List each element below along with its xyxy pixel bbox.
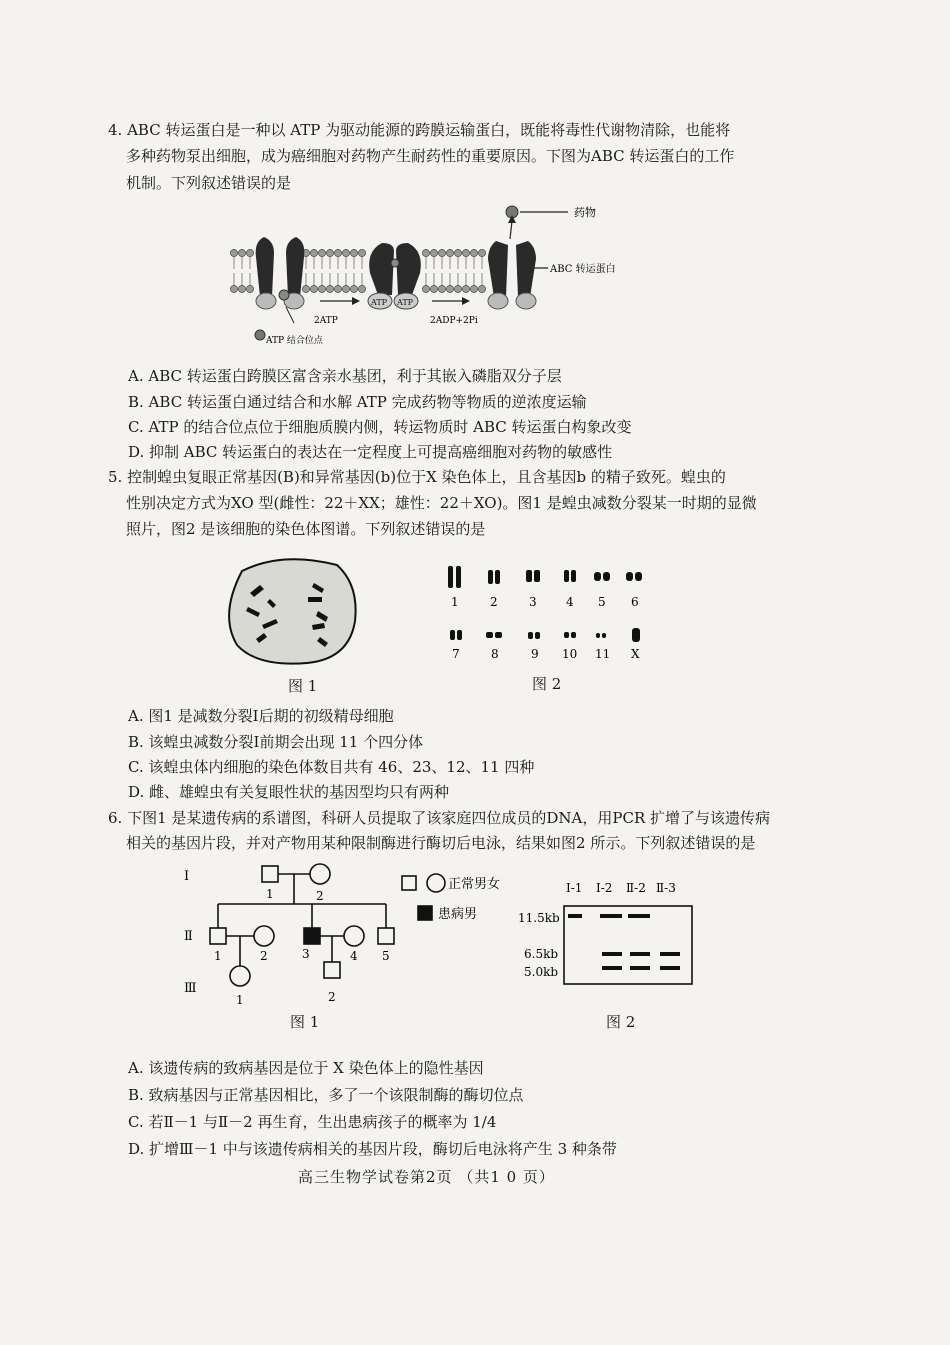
phospholipid-head [342, 249, 349, 256]
electrophoresis-gel [518, 880, 698, 988]
q6-fig1-caption: 图 1 [290, 1013, 320, 1031]
transporter-state-2 [368, 243, 421, 309]
q5-stem-line-1: 5. 控制蝗虫复眼正常基因(B)和异常基因(b)位于X 染色体上，且含基因b 的精子致死。蝗虫的 [108, 468, 726, 486]
phospholipid-head [246, 285, 253, 292]
id-ii-2: 2 [260, 949, 268, 963]
phospholipid-head [310, 249, 317, 256]
label-2atp: 2ATP [314, 316, 338, 326]
karyo-label-11: 11 [595, 647, 611, 661]
transporter-state-1 [256, 237, 305, 309]
phospholipid-head [422, 285, 429, 292]
phospholipid-head [238, 285, 245, 292]
size-label-6-5: 6.5kb [524, 947, 559, 961]
id-i-1: 1 [266, 887, 274, 901]
q6-stem-line-1: 6. 下图1 是某遗传病的系谱图，科研人员提取了该家庭四位成员的DNA，用PCR 扩增了与该遗传病 [108, 809, 771, 827]
phospholipid-head [302, 285, 309, 292]
band-i1-11-5 [568, 914, 582, 918]
id-iii-1: 1 [236, 993, 244, 1007]
phospholipid-head [478, 285, 485, 292]
label-2adp: 2ADP+2Pi [430, 316, 478, 326]
phospholipid-head [326, 249, 333, 256]
phospholipid-head [334, 249, 341, 256]
karyo-label-7: 7 [452, 647, 460, 661]
band-ii2-5-0 [630, 966, 650, 970]
phospholipid-head [350, 285, 357, 292]
phospholipid-head [342, 285, 349, 292]
phospholipid-head [238, 249, 245, 256]
q4-option-b: B. ABC 转运蛋白通过结合和水解 ATP 完成药物等物质的逆浓度运输 [128, 393, 587, 411]
q6-option-b: B. 致病基因与正常基因相比，多了一个该限制酶的酶切位点 [128, 1086, 524, 1104]
legend-normal: 正常男女 [448, 877, 501, 892]
q5-option-b: B. 该蝗虫减数分裂Ⅰ前期会出现 11 个四分体 [128, 733, 424, 751]
label-atp-binding-site: ATP 结合位点 [266, 336, 323, 346]
band-ii2-11-5 [628, 914, 650, 918]
gen-label-i: Ⅰ [184, 869, 190, 884]
phospholipid-head [318, 285, 325, 292]
phospholipid-head [446, 249, 453, 256]
atp-label-left: ATP [371, 298, 388, 307]
q4-stem-line-2: 多种药物泵出细胞，成为癌细胞对药物产生耐药性的重要原因。下图为ABC 转运蛋白的工作 [126, 147, 735, 165]
band-ii3-5-0 [660, 966, 680, 970]
label-drug: 药物 [574, 206, 596, 219]
karyo-label-9: 9 [531, 647, 539, 661]
phospholipid-head [470, 249, 477, 256]
phospholipid-head [462, 249, 469, 256]
id-ii-3: 3 [302, 947, 310, 961]
karyotype-figure [436, 562, 656, 662]
phospholipid-head [422, 249, 429, 256]
q5-fig1-caption: 图 1 [288, 677, 318, 695]
band-i2-5-0 [602, 966, 622, 970]
size-label-5-0: 5.0kb [524, 965, 559, 979]
phospholipid-head [230, 285, 237, 292]
phospholipid-head [358, 285, 365, 292]
abc-transporter-figure [230, 195, 660, 350]
phospholipid-head [230, 249, 237, 256]
phospholipid-head [454, 249, 461, 256]
q5-stem-line-2: 性别决定方式为XO 型(雌性：22＋XX；雄性：22＋XO)。图1 是蝗虫减数分裂某一时期的显微 [126, 494, 757, 512]
phospholipid-head [438, 249, 445, 256]
phospholipid-head [310, 285, 317, 292]
transporter-state-3 [488, 241, 536, 309]
karyo-label-6: 6 [631, 595, 639, 609]
q5-option-c: C. 该蝗虫体内细胞的染色体数目共有 46、23、12、11 四种 [128, 758, 535, 776]
phospholipid-head [430, 285, 437, 292]
phospholipid-head [454, 285, 461, 292]
karyo-label-x: X [631, 647, 640, 661]
band-i2-6-5 [602, 952, 622, 956]
phospholipid-head [350, 249, 357, 256]
id-ii-4: 4 [350, 949, 358, 963]
id-iii-2: 2 [328, 990, 336, 1004]
q4-option-c: C. ATP 的结合位点位于细胞质膜内侧，转运物质时 ABC 转运蛋白构象改变 [128, 418, 632, 436]
karyo-label-4: 4 [566, 595, 574, 609]
drug-inside-icon [255, 330, 265, 340]
label-abc-transporter: ABC 转运蛋白 [550, 264, 616, 275]
size-label-11-5: 11.5kb [518, 911, 560, 925]
karyo-label-8: 8 [491, 647, 499, 661]
gen-label-iii: Ⅲ [184, 981, 197, 996]
phospholipid-head [470, 285, 477, 292]
phospholipid-head [246, 249, 253, 256]
meiosis-cell-photo [222, 553, 362, 668]
q5-option-a: A. 图1 是减数分裂Ⅰ后期的初级精母细胞 [128, 707, 394, 725]
q4-stem-line-1: 4. ABC 转运蛋白是一种以 ATP 为驱动能源的跨膜运输蛋白，既能将毒性代谢物清除，也能将 [108, 121, 731, 139]
lane-label-i-2: Ⅰ-2 [596, 881, 613, 895]
q6-stem-line-2: 相关的基因片段，并对产物用某种限制酶进行酶切后电泳，结果如图2 所示。下列叙述错误的是 [126, 834, 756, 852]
phospholipid-head [326, 285, 333, 292]
id-ii-1: 1 [214, 949, 222, 963]
phospholipid-head [446, 285, 453, 292]
lane-label-ii-2: Ⅱ-2 [626, 881, 646, 895]
phospholipid-head [438, 285, 445, 292]
q4-option-d: D. 抑制 ABC 转运蛋白的表达在一定程度上可提高癌细胞对药物的敏感性 [128, 443, 613, 461]
q5-fig2-caption: 图 2 [532, 675, 562, 693]
q4-option-a: A. ABC 转运蛋白跨膜区富含亲水基团，利于其嵌入磷脂双分子层 [128, 367, 562, 385]
q6-option-a: A. 该遗传病的致病基因是位于 X 染色体上的隐性基因 [128, 1059, 484, 1077]
band-ii3-6-5 [660, 952, 680, 956]
q5-stem-line-3: 照片，图2 是该细胞的染色体图谱。下列叙述错误的是 [126, 520, 486, 538]
band-i2-11-5 [600, 914, 622, 918]
page-footer: 高三生物学试卷第2页 （共1 0 页） [298, 1168, 555, 1186]
karyo-label-3: 3 [529, 595, 537, 609]
q4-stem-line-3: 机制。下列叙述错误的是 [126, 174, 292, 192]
phospholipid-head [334, 285, 341, 292]
karyo-label-2: 2 [490, 595, 498, 609]
legend-affected: 患病男 [438, 907, 478, 922]
q5-option-d: D. 雌、雄蝗虫有关复眼性状的基因型均只有两种 [128, 783, 450, 801]
lane-label-i-1: Ⅰ-1 [566, 881, 583, 895]
q6-option-d: D. 扩增Ⅲ－1 中与该遗传病相关的基因片段，酶切后电泳将产生 3 种条带 [128, 1140, 617, 1158]
q6-option-c: C. 若Ⅱ－1 与Ⅱ－2 再生育，生出患病孩子的概率为 1/4 [128, 1113, 497, 1131]
pedigree-figure [180, 858, 510, 1008]
phospholipid-head [430, 249, 437, 256]
karyo-label-10: 10 [562, 647, 578, 661]
id-i-2: 2 [316, 889, 324, 903]
id-ii-5: 5 [382, 949, 390, 963]
phospholipid-head [318, 249, 325, 256]
atp-label-right: ATP [397, 298, 414, 307]
karyo-label-1: 1 [451, 595, 459, 609]
lane-label-ii-3: Ⅱ-3 [656, 881, 676, 895]
phospholipid-head [358, 249, 365, 256]
phospholipid-head [462, 285, 469, 292]
q6-fig2-caption: 图 2 [606, 1013, 636, 1031]
phospholipid-head [478, 249, 485, 256]
karyo-label-5: 5 [598, 595, 606, 609]
gen-label-ii: Ⅱ [184, 929, 193, 944]
band-ii2-6-5 [630, 952, 650, 956]
